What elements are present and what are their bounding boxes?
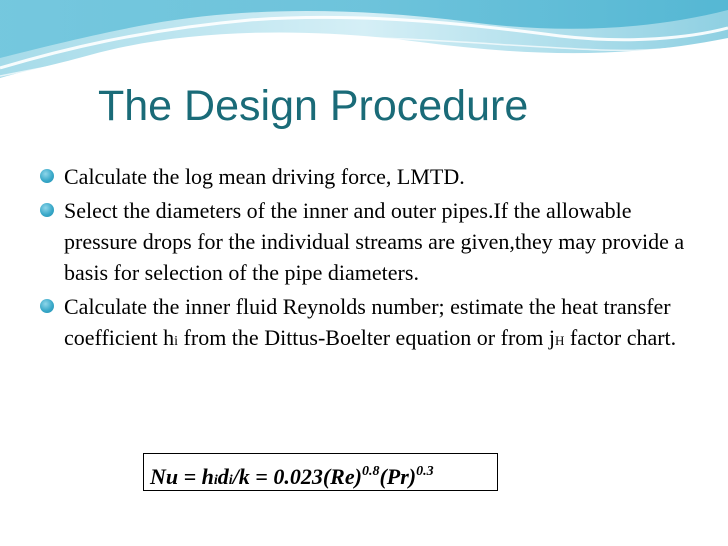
bullet-text: Calculate the inner fluid Reynolds number; estimate the heat transfer coefficient h [64,294,671,350]
bullet-icon [40,203,54,217]
formula-lhs: Nu = h [150,464,214,489]
formula-d-subscript: i [228,473,233,488]
bullet-icon [40,299,54,313]
h-subscript: i [174,334,179,349]
bullet-text: factor chart. [564,325,677,350]
bullet-item [40,291,700,357]
formula-d: d [217,464,229,489]
slide-title: The Design Procedure [98,82,529,130]
bullet-text: Calculate the log mean driving force, LMTD. [64,164,465,189]
formula-mid: /k = 0.023(Re) [232,464,362,489]
bullet-item [40,161,700,192]
formula-re-exponent: 0.8 [361,464,380,479]
formula-pr: (Pr) [379,464,417,489]
bullet-text: Select the diameters of the inner and outer pipes.If the allowable pressure drops for the individual streams are given,they may provide a basis for selection of the pipe diameters. [64,198,685,285]
header-wave-decoration [0,0,728,90]
bullet-list [40,161,700,360]
bullet-icon [40,169,54,183]
formula-pr-exponent: 0.3 [416,464,434,479]
j-subscript: H [555,333,565,348]
bullet-item [40,195,700,288]
formula-box [143,453,498,491]
bullet-text: from the Dittus-Boelter equation or from j [178,325,556,350]
formula-h-subscript: i [213,473,218,488]
